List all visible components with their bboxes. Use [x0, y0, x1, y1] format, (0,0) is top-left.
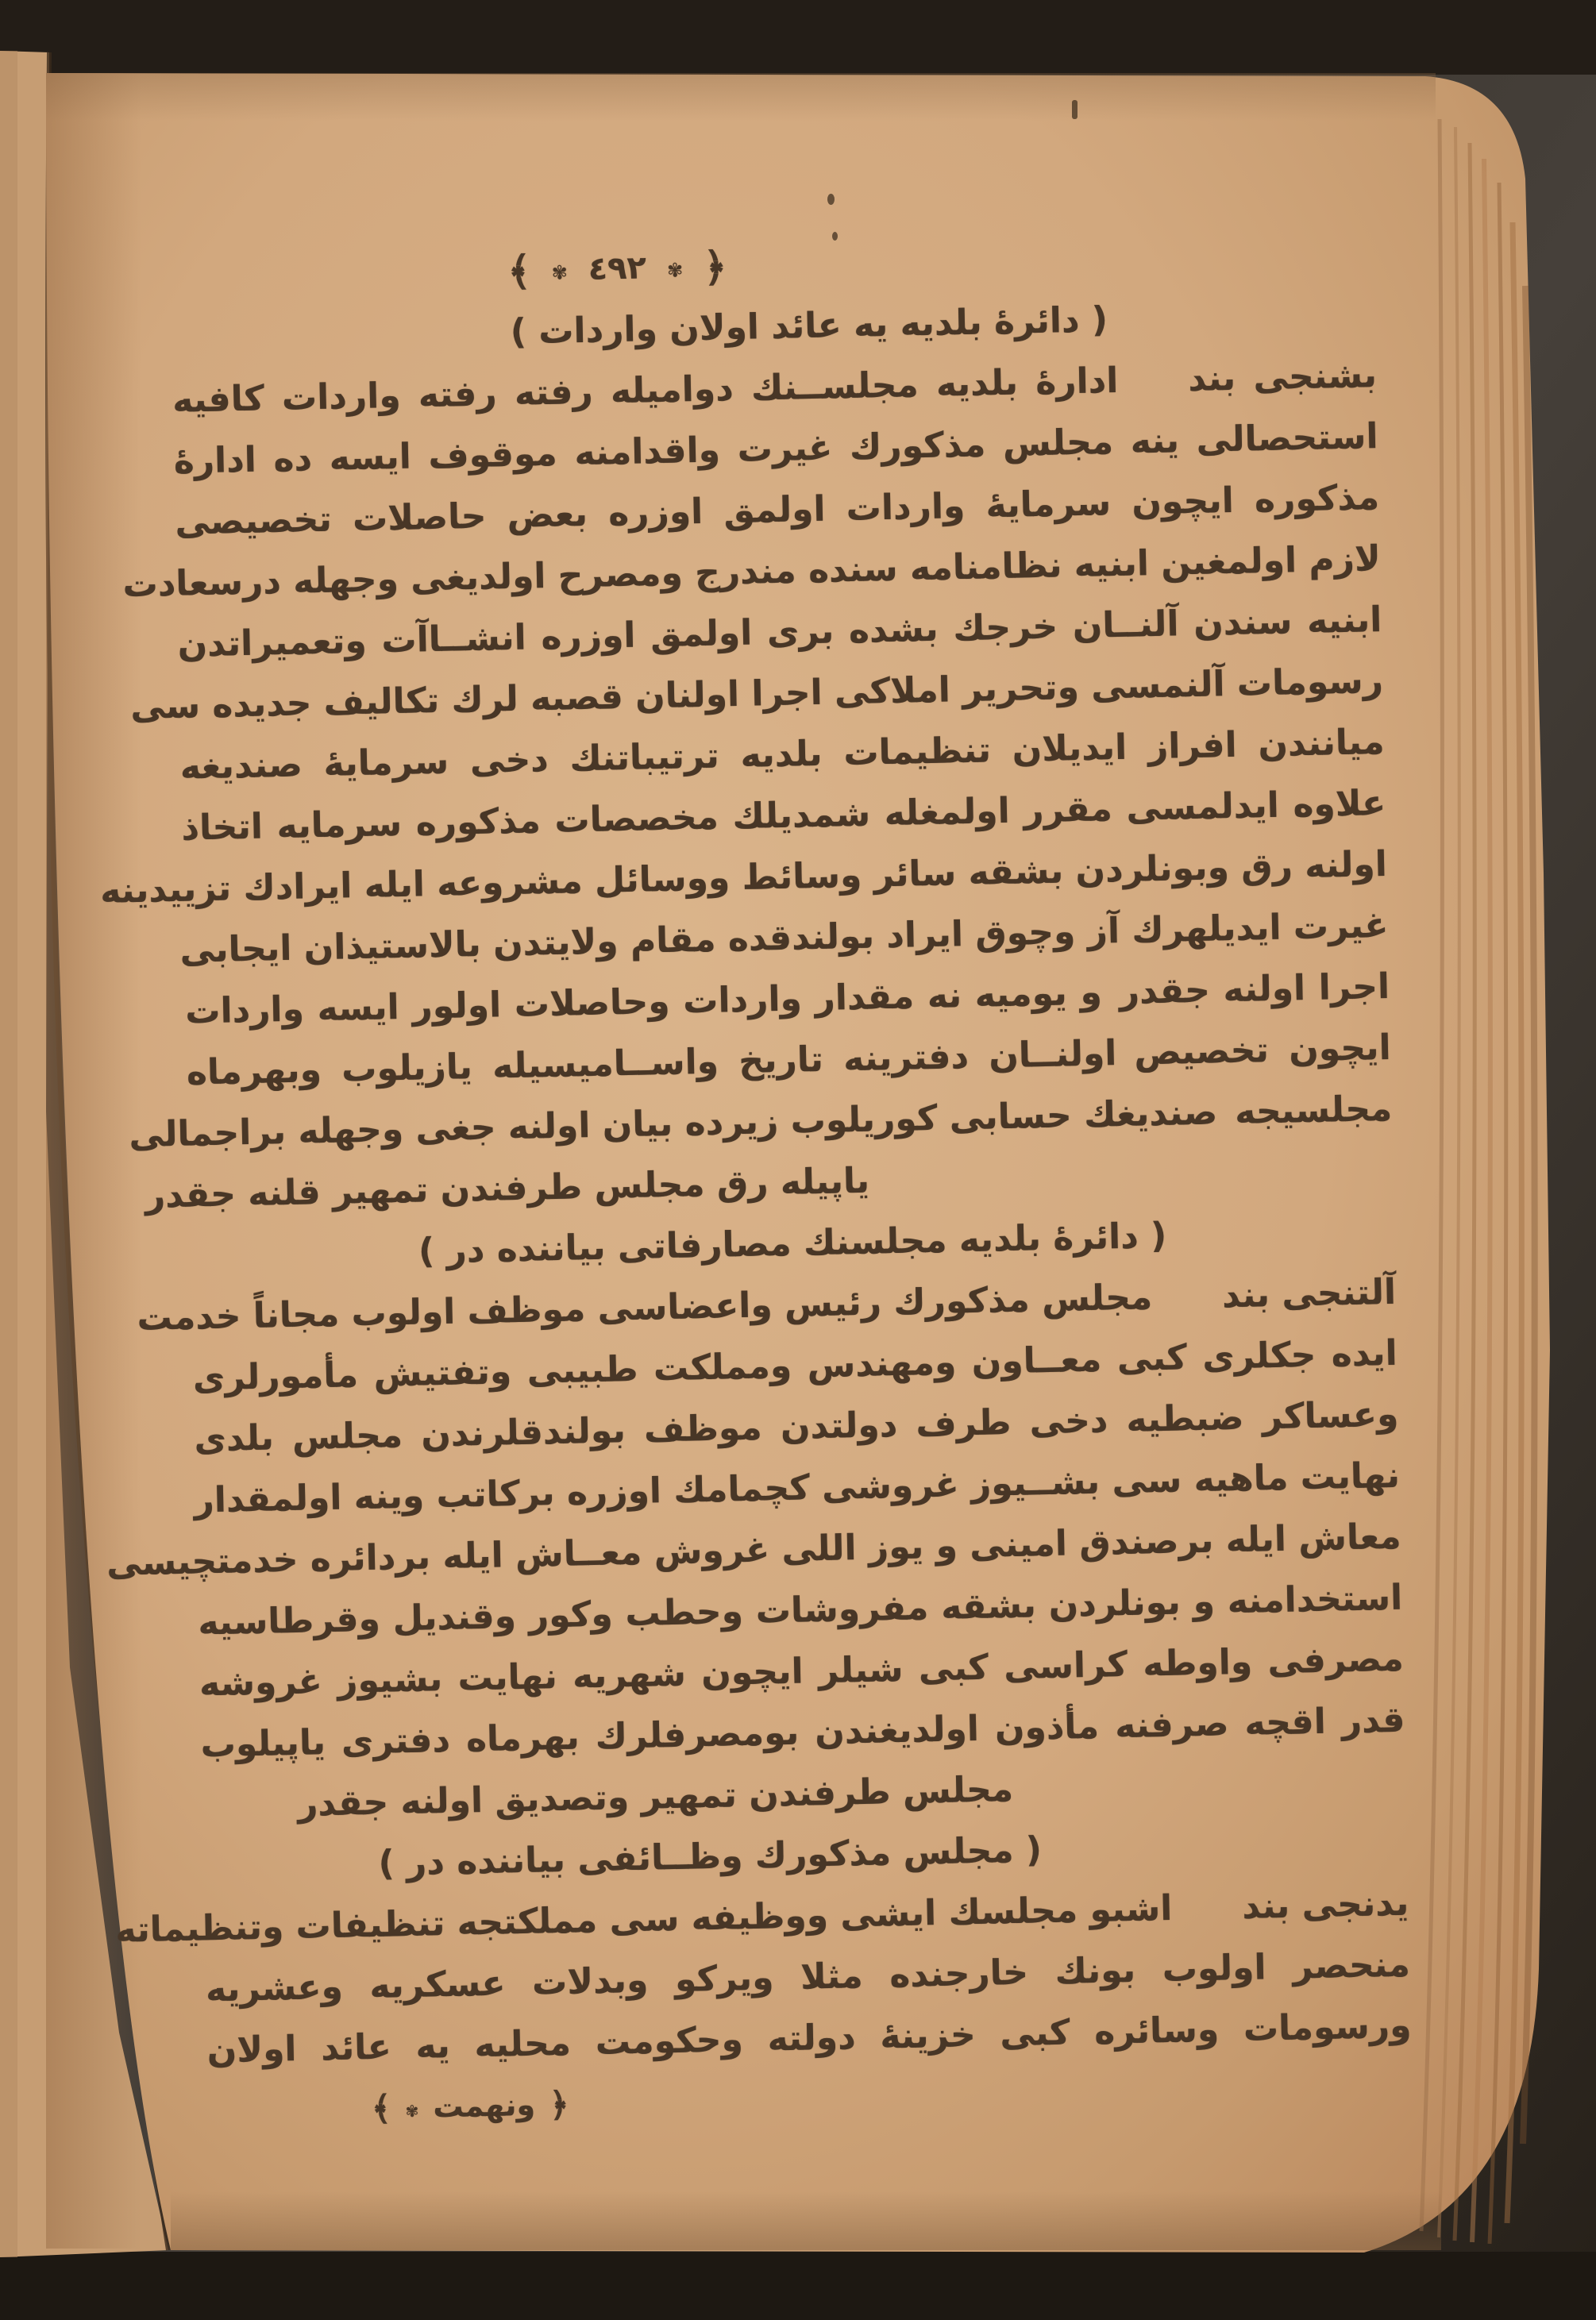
section-revenues — [99, 283, 1394, 1226]
ornate-bracket-right-icon: ﴿ — [703, 243, 727, 291]
text-line: اجرا اولنه جقدر و یومیه نه مقدار واردات وحاصلات اولور ایسه واردات — [184, 965, 1390, 1032]
rosette-icon: ✾ — [551, 260, 569, 284]
text-line: لازم اولمغین ابنیه نظامنامه سنده مندرج ومصرح اولدیغی وجهله درسعادت — [122, 538, 1382, 606]
text-line: بشنجی بند ادارهٔ بلدیه مجلســنك دوامیله رفته رفته واردات كافیه — [172, 355, 1378, 421]
scan-bottom-band — [0, 2252, 1596, 2320]
section-body — [114, 1873, 1413, 2082]
page-text-block — [99, 222, 1413, 2142]
text-line: اولنه رق وبونلردن بشقه سائر وسائط ووسائل مشروعه ایله ایرادك تزییدینه — [99, 843, 1388, 911]
section-duties — [114, 1812, 1412, 2082]
text-line: ایچون تخصیص اولنــان دفترینه تاریخ واســامیسیله یازیلوب وبهرماه — [186, 1027, 1392, 1093]
ink-speck — [827, 194, 835, 205]
text-line: قدر اقچه صرفنه مأذون اولدیغندن بومصرفلرك بهرماه دفتری یاپیلوب — [200, 1699, 1405, 1766]
section-heading: ( مجلس مذكورك وظــائفی بیاننده در ) — [378, 1829, 1043, 1884]
text-line: آلتنجی بند مجلس مذكورك رئیس واعضاسی موظف اولوب مجاناً خدمت — [137, 1271, 1397, 1339]
section-expenses — [106, 1200, 1407, 1837]
text-line: ایده جكلری كبی معــاون ومهندس ومملكت طبیبی وتفتیش مأمورلری — [192, 1332, 1398, 1399]
text-line: استخدامنه و بونلردن بشقه مفروشات وحطب وكور وقندیل وقرطاسیه — [197, 1577, 1403, 1644]
section-body — [106, 1262, 1407, 1837]
text-line: مذكوره ایچون سرمایهٔ واردات اولمق اوزره بعض حاصلات تخصیصی — [174, 477, 1380, 543]
text-line: مجلسیجه صندیغك حسابی كوریلوب زیرده بیان اولنه جغی وجهله براجمالی — [128, 1088, 1393, 1156]
section-heading: ( دائرهٔ بلدیه مجلسنك مصارفاتی بیاننده در ) — [418, 1215, 1167, 1272]
section-heading: ( دائرهٔ بلدیه یه عائد اولان واردات ) — [510, 299, 1108, 353]
text-line: یدنجی بند اشبو مجلسك ایشی ووظیفه سی مملكتجه تنظیفات وتنظیماته — [114, 1883, 1409, 1951]
text-line: ابنیه سندن آلنــان خرجك بشده بری اولمق اوزره انشــاآت وتعمیراتدن — [177, 599, 1382, 665]
text-line: غیرت ایدیلهرك آز وچوق ایراد بولندقده مقام ولایتدن بالاستیذان ایجابی — [179, 904, 1389, 971]
catchword — [327, 2073, 615, 2141]
ink-speck — [1072, 100, 1077, 119]
section-body — [99, 345, 1394, 1226]
ornate-bracket-left-icon: ﴾ — [371, 2088, 392, 2129]
text-line: وعساكر ضبطیه دخی طرف دولتدن موظف بولندقلرندن مجلس بلدی — [194, 1393, 1399, 1460]
ornate-bracket-right-icon: ﴿ — [549, 2084, 570, 2125]
text-line: منحصر اولوب بونك خارجنده مثلا ویركو وبدلات عسكریه وعشریه — [205, 1944, 1411, 2010]
text-line: علاوه ایدلمسی مقرر اولمغله شمدیلك مخصصات مذكوره سرمایه اتخاذ — [180, 782, 1386, 849]
text-line: ورسومات وسائره كبی خزینهٔ دولته وحكومت محلیه یه عائد اولان — [206, 2005, 1412, 2071]
catchword-text: ونهمت — [432, 2087, 536, 2125]
text-line: یاپیله رق مجلس طرفندن تمهیر قلنه جقدر — [145, 1160, 870, 1216]
text-line: مجلس طرفندن تمهیر وتصدیق اولنه جقدر — [297, 1769, 1014, 1825]
scan-top-band — [0, 0, 1596, 75]
text-line: نهایت ماهیه سی بشــیوز غروشی كچمامك اوزره بركاتب وینه اولمقدار — [193, 1455, 1401, 1521]
text-line: رسومات آلنمسی وتحریر املاكی اجرا اولنان قصبه لرك تكالیف جدیده سی — [129, 660, 1384, 728]
text-line: میانندن افراز ایدیلان تنظیمات بلدیه ترتیباتنك دخی سرمایهٔ صندیغه — [179, 721, 1386, 788]
rosette-icon: ✾ — [666, 258, 684, 282]
text-line: مصرفی واوطه كراسی كبی شیلر ایچون شهریه نهایت بشیوز غروشه — [199, 1638, 1405, 1705]
text-line: معاش ایله برصندق امینی و یوز اللی غروش معــاش ایله بردائره خدمتچیسی — [106, 1516, 1402, 1584]
page-number-value: ٤٩٢ — [588, 249, 647, 287]
text-line: استحصالی ینه مجلس مذكورك غیرت واقدامنه موقوف ایسه ده ادارهٔ — [173, 416, 1379, 482]
rosette-icon: ✾ — [405, 2101, 419, 2122]
ornate-bracket-left-icon: ﴾ — [507, 247, 532, 295]
